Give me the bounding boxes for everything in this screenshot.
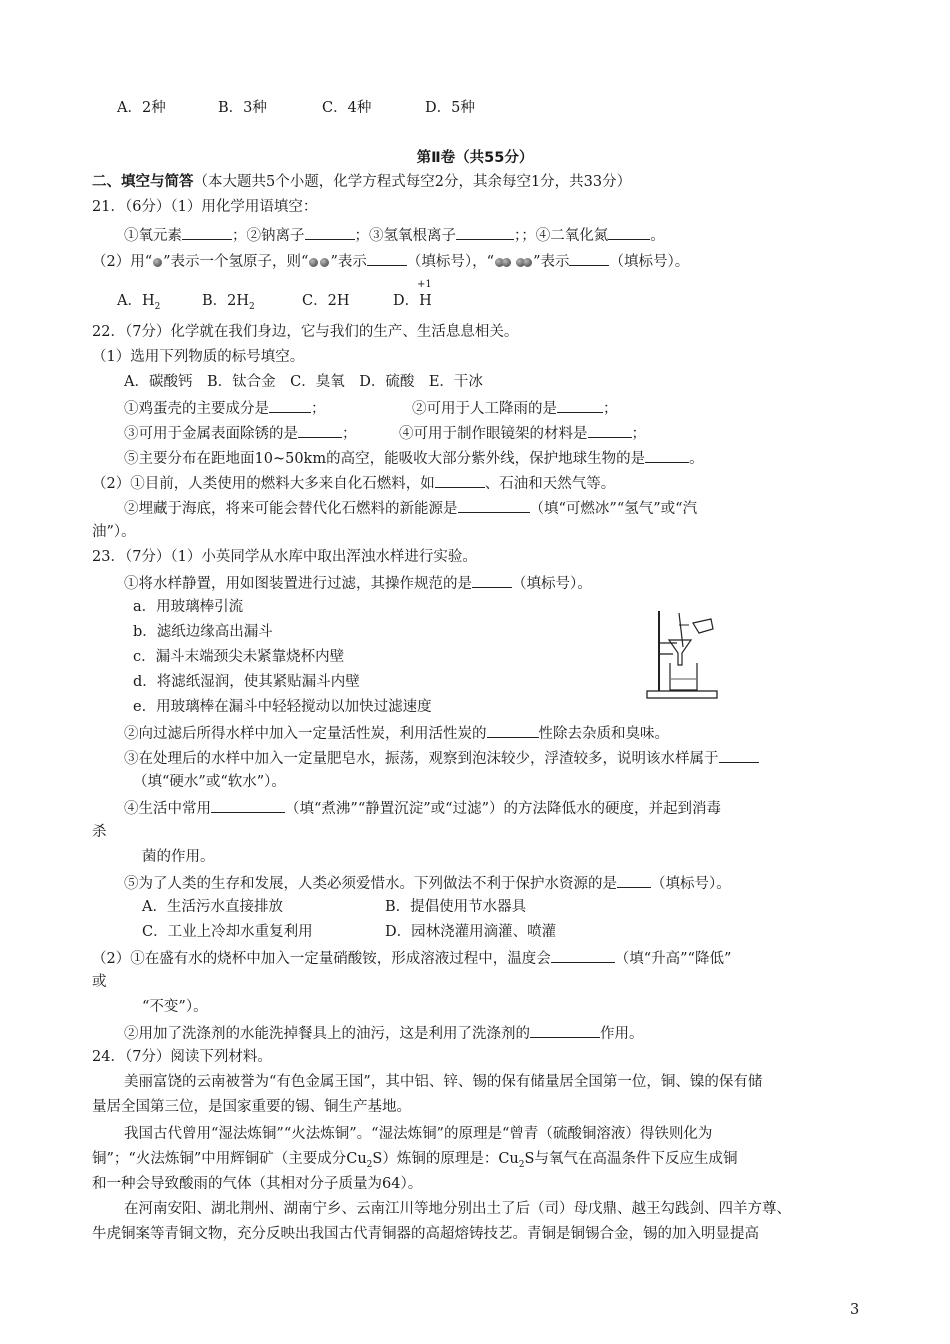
q22-options: A．碳酸钙 B．钛合金 C．臭氧 D．硫酸 E．干冰 <box>124 374 483 390</box>
q21-charge-superscript: +1 <box>417 279 432 290</box>
q24-para2c: 和一种会导致酸雨的气体（其相对分子质量为64）。 <box>92 1176 423 1192</box>
q22-a3: ③可用于金属表面除锈的是 ； <box>124 422 357 444</box>
page-number: 3 <box>850 1302 860 1318</box>
q23-s5-option-c: C．工业上冷却水重复利用 <box>142 924 313 940</box>
q22-a2: ②可用于人工降雨的是 ； <box>412 397 618 419</box>
q24-para3a: 在河南安阳、湖北荆州、湖南宁乡、云南江川等地分别出土了后（司）母戊鼎、越王勾践剑、四羊方尊、 <box>124 1201 791 1217</box>
q23-head: 23．（7分）（1）小英同学从水库中取出浑浊水样进行实验。 <box>92 549 477 565</box>
part2-title: 二、填空与简答 <box>92 174 194 190</box>
q22-part2a: （2）①目前，人类使用的燃料大多来自化石燃料，如 、石油和天然气等。 <box>92 472 615 494</box>
q22-a1: ①鸡蛋壳的主要成分是 ； <box>124 397 326 419</box>
q20-option-a: A．2种 <box>117 100 166 116</box>
hydrogen-atom-icon <box>153 258 162 267</box>
q23-s3: ③在处理后的水样中加入一定量肥皂水，振荡，观察到泡沫较少，浮渣较多，说明该水样属于 <box>124 747 759 769</box>
q21-option-d: D．H <box>393 293 432 309</box>
q23-item-b: b．滤纸边缘高出漏斗 <box>133 624 273 640</box>
q23-item-e: e．用玻璃棒在漏斗中轻轻搅动以加快过滤速度 <box>133 699 432 715</box>
q21-line1: ①氧元素 ；②钠离子 ；③氢氧根离子 ；；④二氧化氮 。 <box>124 224 665 246</box>
part2-heading <box>92 172 631 192</box>
q21-option-a: A．$H_2$ <box>117 293 161 312</box>
q24-para3b: 牛虎铜案等青铜文物，充分反映出我国古代青铜器的高超熔铸技艺。青铜是铜锡合金，锡的加入明显提高 <box>92 1226 759 1242</box>
q21-option-b: B．$2H_2$ <box>202 293 255 312</box>
q23-part2b: ②用加了洗涤剂的水能洗掉餐具上的油污，这是利用了洗涤剂的 作用。 <box>124 1022 644 1044</box>
q23-s4-cont: 菌的作用。 <box>142 849 215 865</box>
q22-head: 22．（7分）化学就在我们身边，它与我们的生产、生活息息相关。 <box>92 324 519 340</box>
q22-part1: （1）选用下列物质的标号填空。 <box>92 349 305 365</box>
q22-part2b: ②埋藏于海底，将来可能会替代化石燃料的新能源是 （填“可燃冰”“氢气”或“汽 <box>124 497 697 519</box>
q23-item-c: c．漏斗末端颈尖未紧靠烧杯内壁 <box>133 649 345 665</box>
q23-s3-cont: （填“硬水”或“软水”）。 <box>133 774 286 790</box>
q22-a5: ⑤主要分布在距地面10~50km的高空，能吸收大部分紫外线，保护地球生物的是 。 <box>124 447 704 469</box>
q22-part2b-cont: 油”）。 <box>92 524 136 540</box>
q23-s5-option-a: A．生活污水直接排放 <box>142 899 283 915</box>
q21-option-c: C．2H <box>302 293 350 309</box>
q24-para1b: 量居全国第三位，是国家重要的锡、铜生产基地。 <box>92 1099 411 1115</box>
filtration-apparatus-figure <box>643 607 725 701</box>
q22-a4: ④可用于制作眼镜架的材料是 ； <box>399 422 646 444</box>
q20-option-b: B．3种 <box>218 100 267 116</box>
q21-line2: （2）用“ ”表示一个氢原子，则“ ”表示 （填标号），“ ”表示 （填标号）。 <box>92 250 689 272</box>
q23-s5-option-d: D．园林浇灌用滴灌、喷灌 <box>385 924 557 940</box>
q23-s1: ①将水样静置，用如图装置进行过滤，其操作规范的是 （填标号）。 <box>124 572 592 594</box>
q23-part2a-cont: “不变”）。 <box>142 999 208 1015</box>
q20-option-c: C．4种 <box>322 100 372 116</box>
q21-head: 21．（6分）（1）用化学用语填空： <box>92 199 318 215</box>
q24-para1a: 美丽富饶的云南被誉为“有色金属王国”，其中铝、锌、锡的保有储量居全国第一位，铜、镍的保有储 <box>124 1074 763 1090</box>
q24-head: 24．（7分）阅读下列材料。 <box>92 1049 272 1065</box>
q23-s2: ②向过滤后所得水样中加入一定量活性炭，利用活性炭的 性除去杂质和臭味。 <box>124 722 669 744</box>
q23-s4-wrap: 杀 <box>92 824 107 840</box>
q20-option-d: D．5种 <box>425 100 475 116</box>
q23-s4: ④生活中常用 （填“煮沸”“静置沉淀”或“过滤”）的方法降低水的硬度，并起到消毒 <box>124 797 721 819</box>
q24-para2b: 铜”；“火法炼铜”中用辉铜矿（主要成分$Cu_2S$）炼铜的原理是：$Cu_2S$与氧气在高温条件下反应生成铜 <box>92 1151 738 1170</box>
q24-para2a: 我国古代曾用“湿法炼铜”“火法炼铜”。“湿法炼铜”的原理是“曾青（硫酸铜溶液）得铁则化为 <box>124 1126 713 1142</box>
part2-note: （本大题共5个小题，化学方程式每空2分，其余每空1分，共33分） <box>193 174 632 190</box>
two-atoms-icon <box>309 258 318 267</box>
section-title: 第Ⅱ卷（共55分） <box>416 150 534 166</box>
q23-part2a-wrap: 或 <box>92 974 107 990</box>
q23-item-d: d．将滤纸湿润，使其紧贴漏斗内壁 <box>133 674 360 690</box>
q23-s5-option-b: B．提倡使用节水器具 <box>385 899 527 915</box>
q23-item-a: a．用玻璃棒引流 <box>133 599 244 615</box>
q23-part2a: （2）①在盛有水的烧杯中加入一定量硝酸铵，形成溶液过程中，温度会 （填“升高”“降低” <box>92 947 731 969</box>
q23-s5: ⑤为了人类的生存和发展，人类必须爱惜水。下列做法不利于保护水资源的是 （填标号）。 <box>124 872 731 894</box>
